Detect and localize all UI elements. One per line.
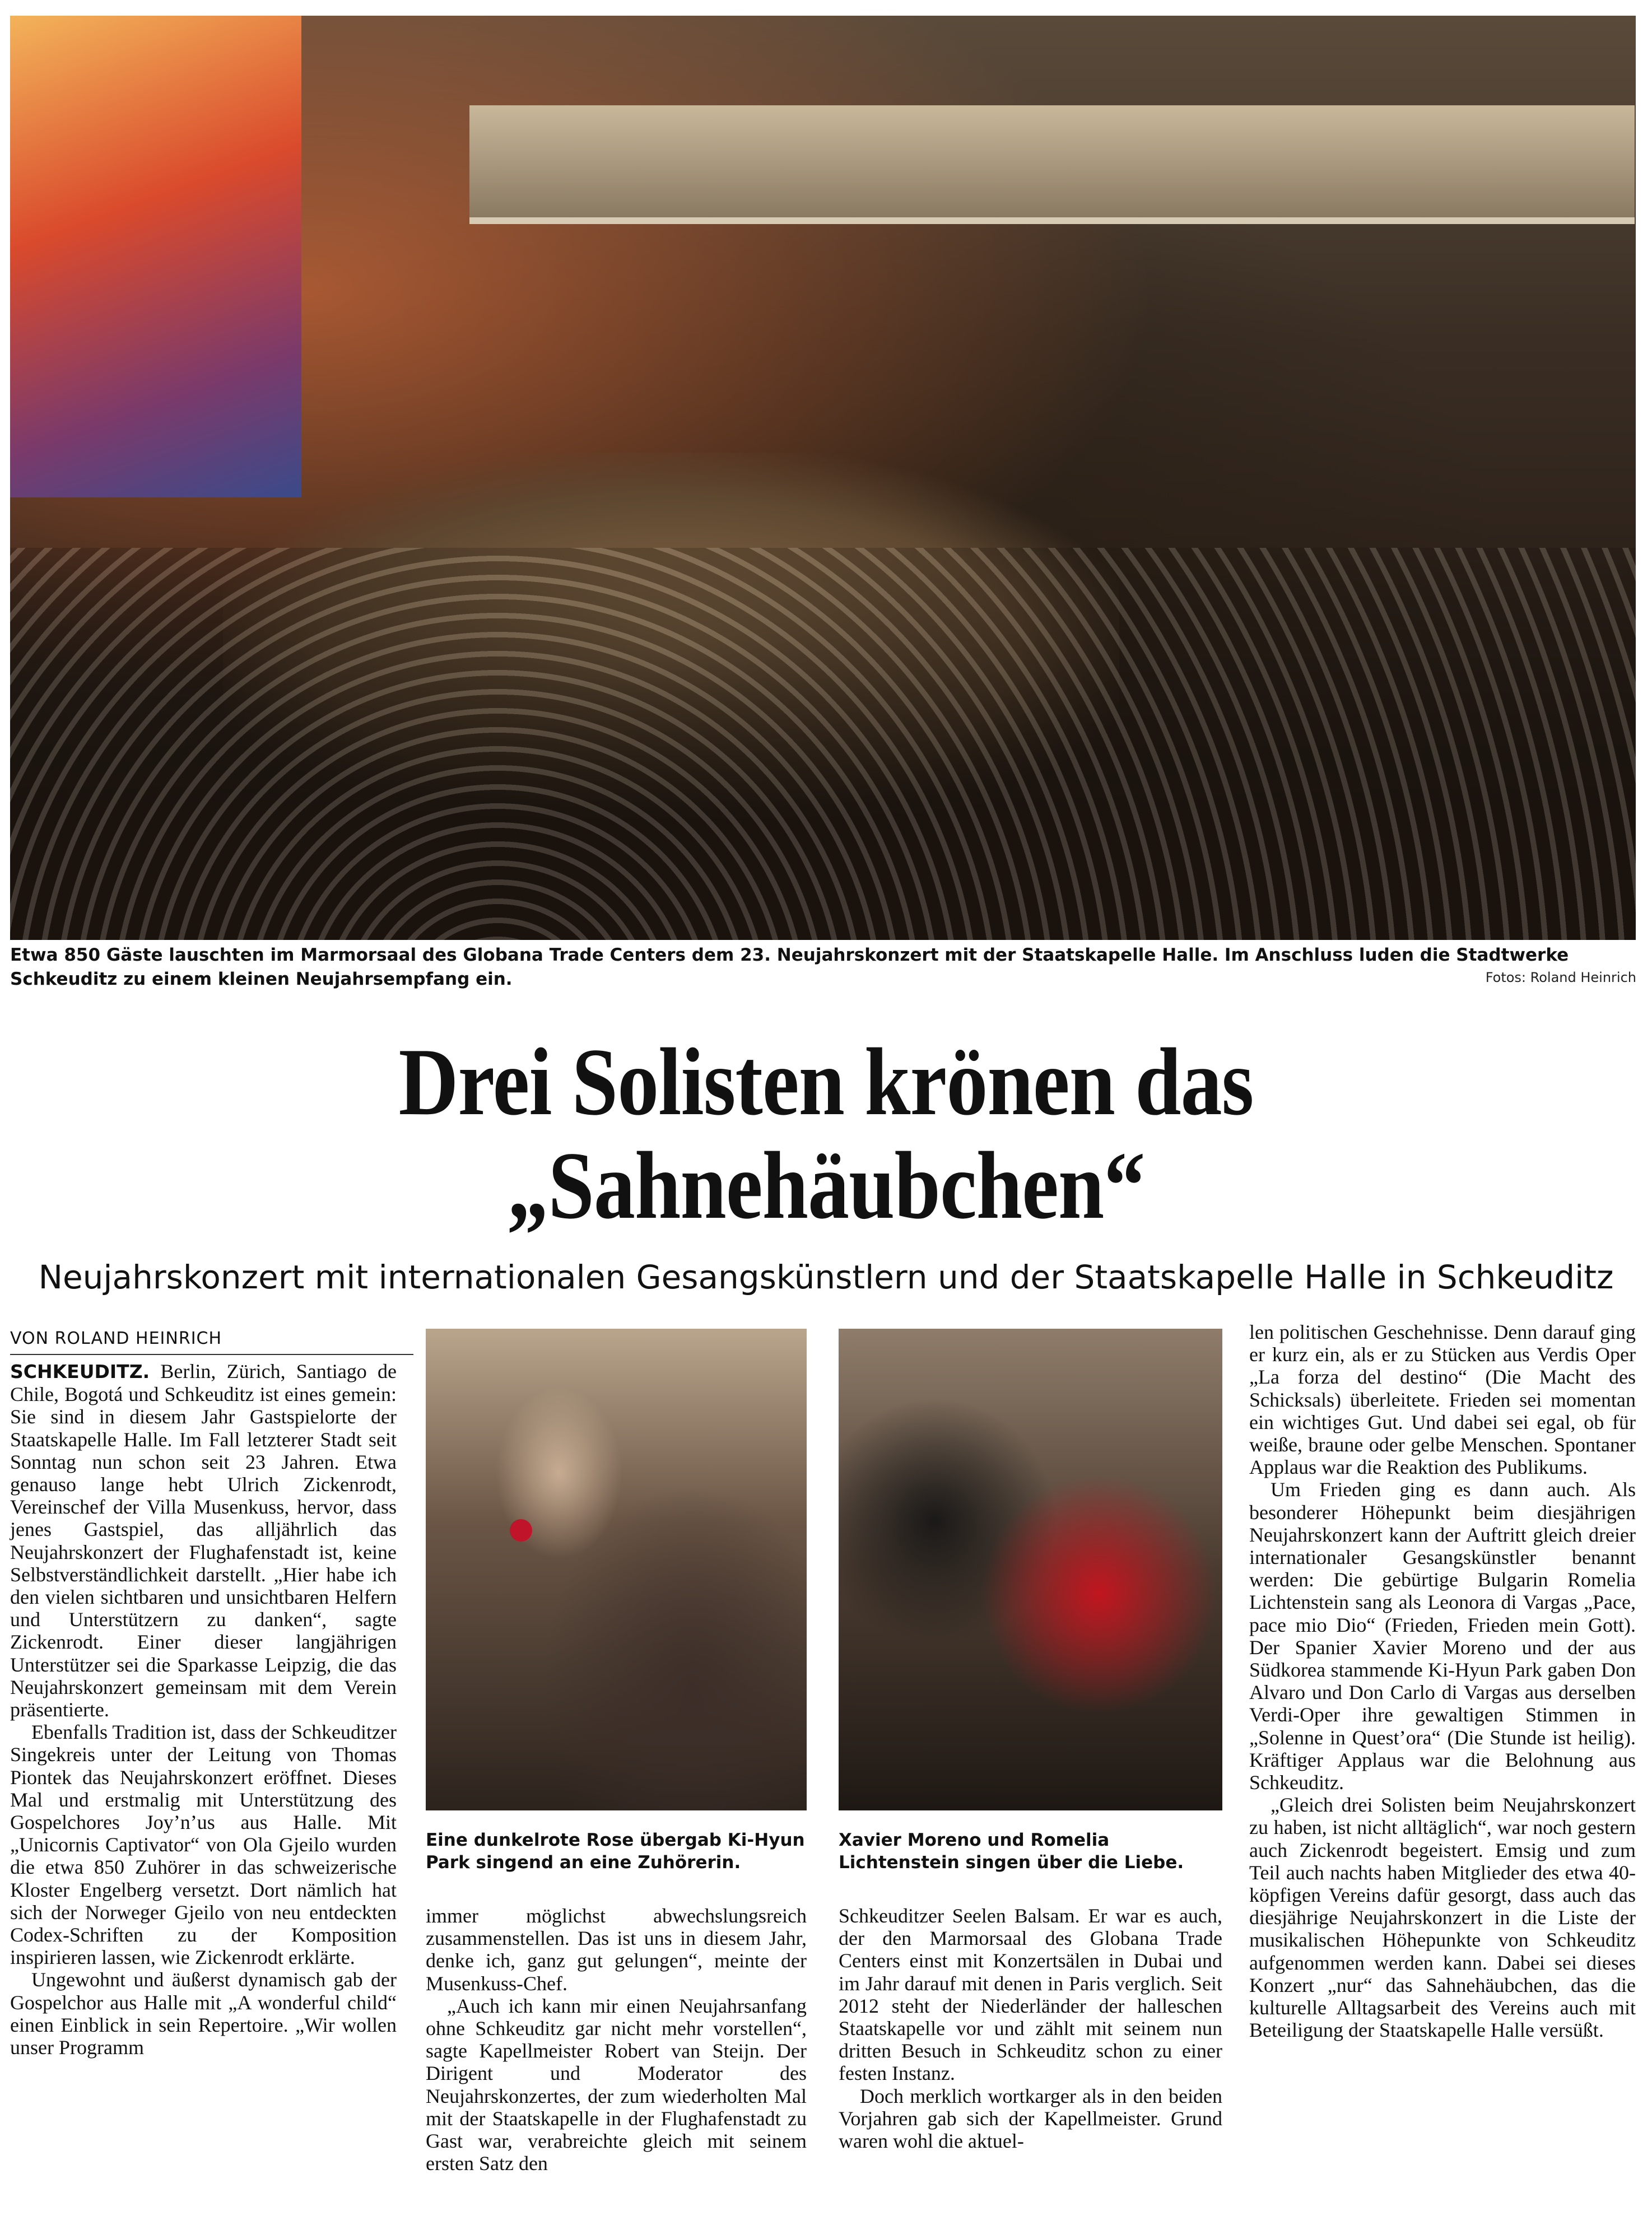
byline: VON ROLAND HEINRICH bbox=[10, 1329, 413, 1355]
singer-rose-photo bbox=[426, 1329, 807, 1810]
article-paragraph bbox=[10, 1360, 397, 1721]
subheadline: Neujahrskonzert mit internationalen Gesangskünstlern und der Staatskapelle Halle in Schkeuditz bbox=[38, 1258, 1614, 1296]
article-paragraph: len politischen Geschehnisse. Denn darauf ging er kurz ein, als er zu Stücken aus Verdis Oper „La forza del destino“ (Die Macht des Schicksals) überleitete. Frieden sei momentan ein wichtiges Gut. Und dabei sei egal, ob für weiße, braune oder gelbe Menschen. Spontaner Applaus war die Reaktion des Publikums. bbox=[1249, 1321, 1636, 1479]
article-column-4 bbox=[1249, 1321, 1636, 2042]
article-paragraph: „Auch ich kann mir einen Neujahrsanfang ohne Schkeuditz gar nicht mehr vorstellen“, sagte Kapellmeister Robert van Steijn. Der Dirigent und Moderator des Neujahrskonzertes, der zum wiederholten Mal mit der Staatskapelle in der Flughafenstadt zu Gast war, verabreichte gleich mit seinem ersten Satz den bbox=[426, 1994, 807, 2175]
paragraph-text: Berlin, Zürich, Santiago de Chile, Bogotá und Schkeuditz ist eines gemein: Sie sind in diesem Jahr Gastspielorte der Staatskapelle Halle. Im Fall letzterer Stadt seit Sonntag nun schon seit 23 Jahren. Etwa genauso lange hebt Ulrich Zickenrodt, Vereinschef der Villa Musenkuss, hervor, dass jenes Gastspiel, das alljährlich das Neujahrskonzert der Flughafenstadt ist, keine Selbstverständlichkeit darstellt. „Hier habe ich den vielen sichtbaren und unsichtbaren Helfern und Unterstützern zu danken“, sagte Zickenrodt. Einer dieser langjährigen Unterstützer sei die Sparkasse Leipzig, die das Neujahrskonzert gemeinsam mit dem Verein präsentierte. bbox=[10, 1360, 397, 1721]
article-paragraph: immer möglichst abwechslungsreich zusammenstellen. Das ist uns in diesem Jahr, denke ich, ganz gut gelungen“, meinte der Musenkuss-Chef. bbox=[426, 1905, 807, 1995]
article-paragraph: Doch merklich wortkarger als in den beiden Vorjahren gab sich der Kapellmeister. Grund waren wohl die aktuel- bbox=[839, 2084, 1222, 2153]
upper-gallery bbox=[469, 105, 1635, 224]
inset-caption-2: Xavier Moreno und Romelia Lichtenstein singen über die Liebe. bbox=[839, 1830, 1184, 1873]
article-paragraph: Schkeuditzer Seelen Balsam. Er war es auch, der den Marmorsaal des Globana Trade Centers einst mit Konzertsälen in Dubai und im Jahr darauf mit denen in Paris verglich. Seit 2012 steht der Niederländer der halleschen Staatskapelle vor und zählt mit seinem nun dritten Besuch in Schkeuditz schon zu einer festen Instanz. bbox=[839, 1905, 1222, 2085]
photo-caption: Etwa 850 Gäste lauschten im Marmorsaal des Globana Trade Centers dem 23. Neujahrskonzert mit der Staatskapelle Halle. Im Anschluss luden die Stadtwerke Schkeuditz zu einem kleinen Neujahrsempfang ein. bbox=[10, 945, 1569, 989]
article-paragraph: „Gleich drei Solisten beim Neujahrskonzert zu haben, ist nicht alltäglich“, war noch gestern auch Zickenrodt begeistert. Emsig und zum Teil auch nachts haben Mitglieder des etwa 40-köpfigen Vereins dafür gesorgt, dass auch das diesjährige Neujahrskonzert in die Liste der musikalischen Höhepunkte von Schkeuditz aufgenommen werden kann. Dabei sei dieses Konzert „nur“ das Sahnehäubchen, das die kulturelle Alltagsarbeit des Vereins auch mit Beteiligung der Staatskapelle Halle versüßt. bbox=[1249, 1794, 1636, 2042]
article-column-1 bbox=[10, 1360, 397, 2059]
headline bbox=[115, 1031, 1536, 1238]
concert-hall-photo bbox=[10, 16, 1636, 940]
headline-line-2: „Sahnehäubchen“ bbox=[507, 1133, 1145, 1239]
headline-line-1: Drei Solisten krönen das bbox=[398, 1029, 1254, 1135]
duet-photo bbox=[839, 1329, 1222, 1810]
inset-caption-1: Eine dunkelrote Rose übergab Ki-Hyun Park singend an eine Zuhörerin. bbox=[426, 1830, 805, 1873]
stained-glass-window bbox=[10, 16, 301, 497]
photo-credit: Fotos: Roland Heinrich bbox=[1485, 970, 1636, 985]
rose-detail bbox=[510, 1519, 532, 1542]
article-paragraph: Ungewohnt und äußerst dynamisch gab der Gospelchor aus Halle mit „A wonderful child“ einen Einblick in sein Repertoire. „Wir wollen unser Programm bbox=[10, 1968, 397, 2059]
article-paragraph: Um Frieden ging es dann auch. Als besonderer Höhepunkt beim diesjährigen Neujahrskonzert kann der Auftritt gleich dreier internationaler Gesangskünstler benannt werden: Die gebürtige Bulgarin Romelia Lichtenstein sang als Leonora di Vargas „Pace, pace mio Dio“ (Frieden, Frieden mein Gott). Der Spanier Xavier Moreno und der aus Südkorea stammende Ki-Hyun Park gaben Don Alvaro und Don Carlo di Vargas aus derselben Verdi-Oper ihre gewaltigen Stimmen in „Solenne in Quest’ora“ (Die Stunde ist heilig). Kräftiger Applaus war die Belohnung aus Schkeuditz. bbox=[1249, 1478, 1636, 1794]
audience-seating bbox=[10, 548, 1636, 940]
article-column-3 bbox=[839, 1905, 1222, 2152]
dateline: SCHKEUDITZ. bbox=[10, 1361, 150, 1382]
article-column-2 bbox=[426, 1905, 807, 2175]
article-paragraph: Ebenfalls Tradition ist, dass der Schkeuditzer Singekreis unter der Leitung von Thomas Piontek das Neujahrskonzert eröffnet. Dieses Mal und erstmalig mit Unterstützung des Gospelchores Joy’n’us aus Halle. Mit „Unicornis Captivator“ von Ola Gjeilo wurden die etwa 850 Zuhörer in das schweizerische Kloster Engelberg versetzt. Dort nämlich hat sich der Norweger Gjeilo von neu entdeckten Codex-Schriften zu der Komposition inspirieren lassen, wie Zickenrodt erklärte. bbox=[10, 1721, 397, 1969]
